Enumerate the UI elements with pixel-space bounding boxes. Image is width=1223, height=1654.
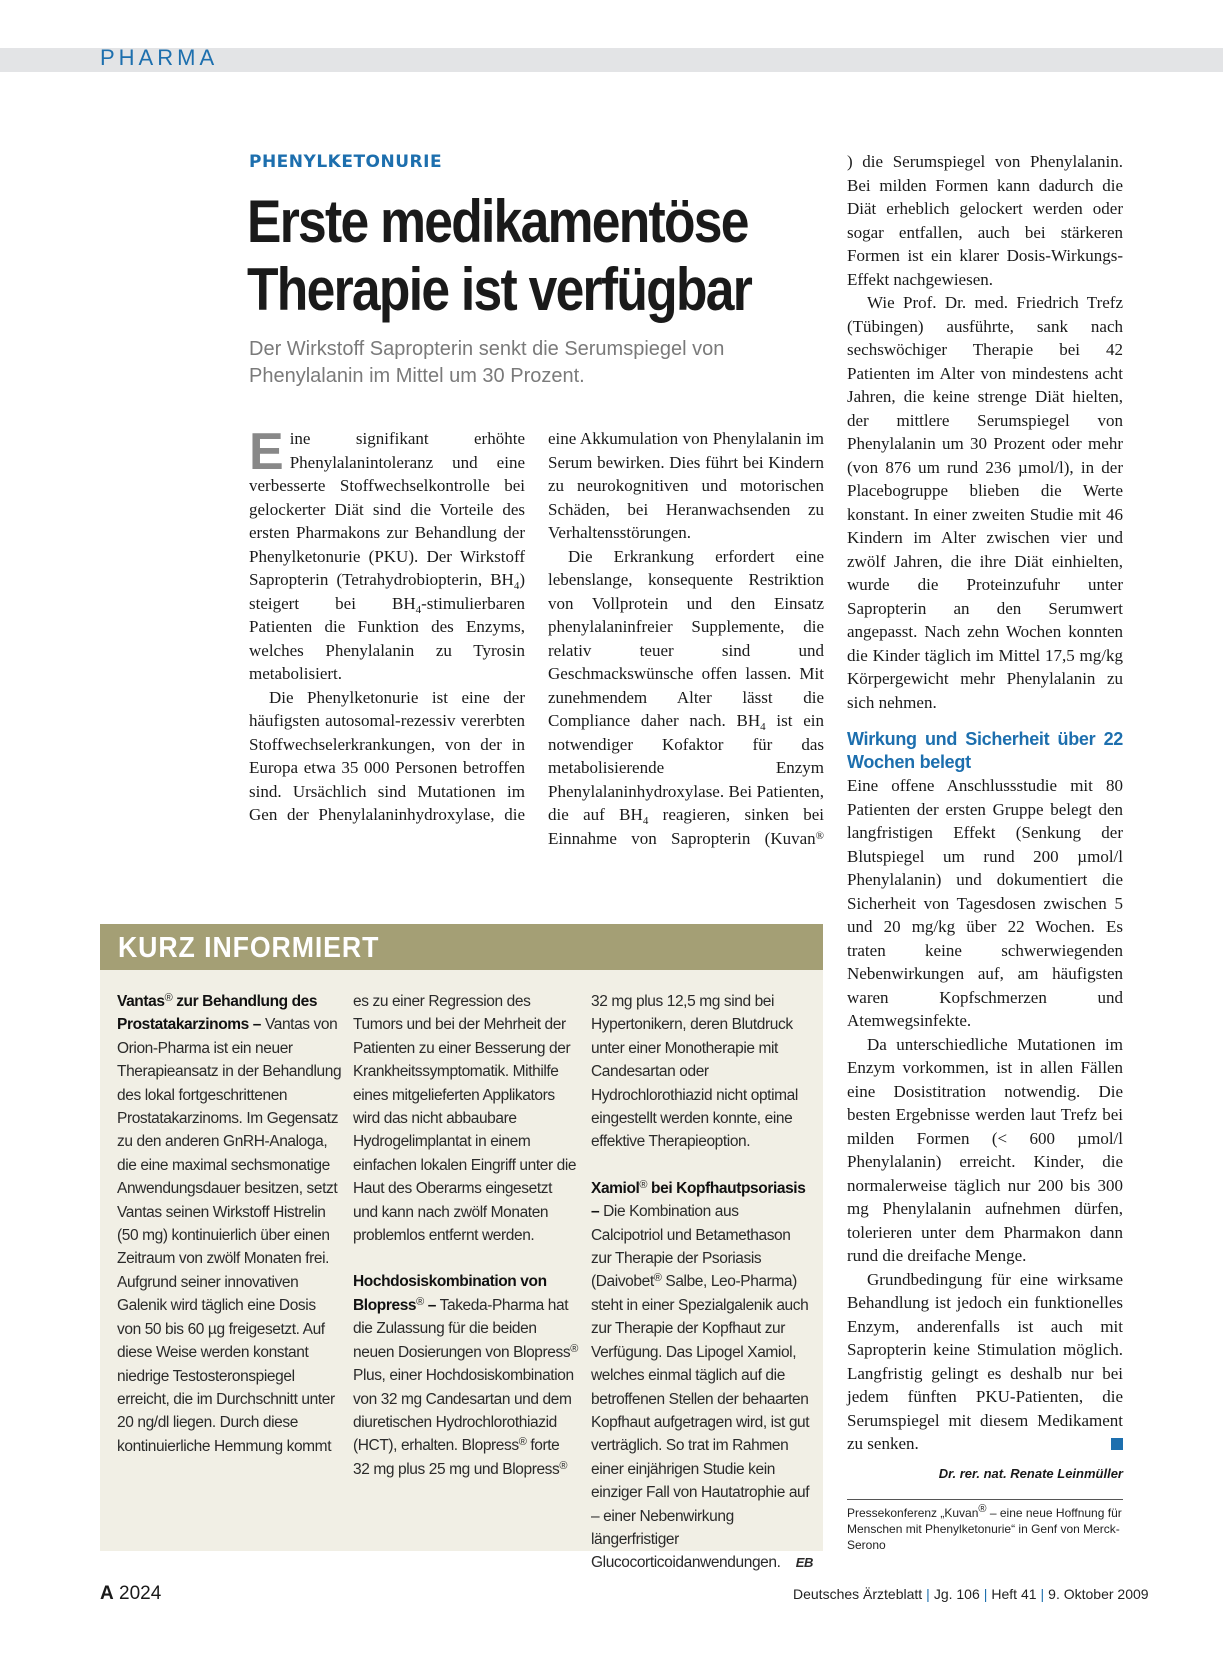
paragraph-2-continued: eine Akkumulation von Phenylalanin im Serum bewirken. Dies führt bei Kindern zu neurokognitiven und motorischen Schäden, bei Heranwachsenden zu Verhaltensstörungen.	[548, 429, 824, 542]
journal-info	[793, 1586, 1149, 1602]
separator: |	[1040, 1586, 1045, 1602]
news-box-title: KURZ INFORMIERT	[118, 932, 380, 964]
page-number-value: 2024	[119, 1583, 162, 1604]
text: – eine neue Hoffnung für Menschen mit Phenylketonurie“ in Genf von Merck-Serono	[847, 1506, 1122, 1552]
news-item-heading: bei Kopfhautpsoriasis –	[591, 1179, 806, 1221]
journal-name: Deutsches Ärzteblatt	[793, 1586, 923, 1602]
paragraph-5: Eine offene Anschlussstudie mit 80 Patienten der ersten Gruppe belegt den langfristigen Effekt (Senkung der Blutspiegel um rund 200 µmol/l Phenylalanin) und dokumentiert die Sicherheit von Tagesdosen zwischen 5 und 20 mg/kg über 22 Wochen. Es traten keine schwerwiegenden Nebenwirkungen auf, am häufigsten waren Kopfschmerzen und Atemwegsinfekte.	[847, 776, 1123, 1030]
article-column-1	[249, 423, 525, 827]
news-column-1	[117, 990, 342, 1458]
page-prefix: A	[100, 1583, 114, 1604]
text: ist ein notwendiger Kofaktor für das metabolisierende Enzym Phenylalaninhydroxylase. Bei Patienten, die auf BH	[548, 711, 824, 824]
title-line-2: Therapie ist verfügbar	[247, 256, 752, 323]
news-item-blopress-continued: 32 mg plus 12,5 mg sind bei Hypertonikern, deren Blutdruck unter einer Monotherapie mit Candesartan oder Hydrochlorothiazid nicht optimal eingestellt werden konnte, eine effektive Therapieoption.	[591, 993, 798, 1151]
section-label: PHARMA	[100, 45, 219, 70]
text: Pressekonferenz „Kuvan	[847, 1506, 979, 1520]
article-column-2	[548, 427, 824, 850]
paragraph-3-continued: ) die Serumspiegel von Phenylalanin. Bei milden Formen kann dadurch die Diät erheblich gelockert werden oder sogar entfallen, auch bei stärkeren Formen ist ein klarer Dosis-Wirkungs-Effekt nachgewiesen.	[847, 152, 1123, 289]
text: Vantas von Orion-Pharma ist ein neuer Therapieansatz in der Behandlung des lokal fortgeschrittenen Prostatakarzinoms. Im Gegensatz zu den anderen GnRH-Analoga, die eine maximal sechsmonatige Anwendungsdauer besitzen, setzt Vantas seinen Wirkstoff Histrelin (50 mg) kontinuierlich über einen Zeitraum von zwölf Monaten frei. Aufgrund seiner innovativen Galenik wird täglich eine Dosis von 50 bis 60 µg freigesetzt. Auf diese Weise werden konstant niedrige Testosteronspiegel erreicht, die im Durchschnitt unter 20 ng/dl liegen. Durch diese kontinuierliche Hemmung kommt	[117, 1016, 342, 1455]
page-number	[100, 1583, 161, 1605]
subscript: 4	[415, 603, 422, 616]
registered-mark: ®	[559, 1459, 568, 1472]
news-item-xamiol	[591, 1177, 813, 1575]
news-signature: EB	[795, 1555, 813, 1571]
news-column-2	[353, 990, 578, 1481]
news-item-blopress	[353, 1270, 578, 1481]
separator: |	[926, 1586, 930, 1602]
footnote-divider	[847, 1499, 1123, 1500]
text: ine signifikant erhöhte Phenylalanintoleranz und eine verbesserte Stoffwechselkontrolle bei gelockerter Diät sind die Vorteile des ersten Pharmakons zur Behandlung der Phenylketonurie (PKU). Der Wirkstoff Sapropterin (Tetrahydrobiopterin, BH	[249, 429, 525, 589]
text: Die Erkrankung erfordert eine lebenslange, konsequente Restriktion von Vollprotein und den Einsatz phenylalaninfreier Supplemente, die relativ teuer sind und Geschmackswünsche offen lassen. Mit zunehmendem Alter lässt die Compliance daher nach. BH	[548, 546, 824, 730]
registered-mark: ®	[518, 1436, 527, 1449]
article-subtitle: Der Wirkstoff Sapropterin senkt die Serumspiegel von Phenylalanin im Mittel um 30 Prozent.	[249, 338, 725, 387]
dropcap: E	[249, 423, 284, 481]
news-item-heading: Hochdosiskombination von Blopress	[353, 1273, 547, 1314]
news-column-3	[591, 990, 813, 1575]
article-title	[247, 188, 752, 324]
text: reagieren, sinken bei Einnahme von Sapropterin (Kuvan	[548, 805, 825, 848]
paragraph-1	[249, 423, 525, 686]
subscript: 4	[642, 815, 649, 827]
article-column-3	[847, 150, 1123, 1485]
footnote	[847, 1505, 1123, 1553]
registered-mark: ®	[639, 1178, 648, 1191]
text: Grundbedingung für eine wirksame Behandlung ist jedoch ein funktionelles Enzym, anderenfalls ist auch mit Sapropterin keine Stimulation möglich. Langfristig gelingt es deshalb nur bei jedem fünften PKU-Patienten, die Serumspiegel mit diesem Medikament zu senken.	[847, 1269, 1123, 1453]
news-item-vantas	[117, 990, 342, 1458]
text: Salbe, Leo-Pharma) steht in einer Spezialgalenik auch zur Therapie der Kopfhaut zur Verfügung. Das Lipogel Xamiol, welches einmal täglich auf die betroffenen Stellen der behaarten Kopfhaut aufgetragen wird, ist gut verträglich. So trat im Rahmen einer einjährigen Studie kein einziger Fall von Hautatrophie auf – einer Nebenwirkung längerfristiger Glucocorticoidanwendungen.	[591, 1273, 810, 1572]
spacer	[591, 1154, 813, 1177]
paragraph-4: Wie Prof. Dr. med. Friedrich Trefz (Tübingen) ausführte, sank nach sechswöchiger Therapie bei 42 Patienten im Alter von mindestens acht Jahren, die keine strenge Diät hielten, der mittlere Serumspiegel von Phenylalanin um 30 Prozent oder mehr (von 876 um rund 236 µmol/l), in der Placebogruppe blieben die Werte konstant. In einer zweiten Studie mit 46 Kindern im Alter zwischen vier und zwölf Jahren, die ihre Diät einhielten, wurde die Proteinzufuhr unter Sapropterin an den Serumwert angepasst. Nach zehn Wochen konnten die Kinder täglich im Mittel 17,5 mg/kg Körpergewicht mehr Phenylalanin zu sich nehmen.	[847, 293, 1123, 712]
registered-mark: ®	[164, 992, 173, 1004]
author: Dr. rer. nat. Renate Leinmüller	[938, 1465, 1123, 1481]
registered-mark: ®	[653, 1272, 662, 1285]
journal-issue: Heft 41	[991, 1586, 1037, 1602]
text: -stimulierbaren Patienten die Funktion des Enzyms, welches Phenylalanin zu Tyrosin metabolisiert.	[249, 593, 525, 683]
paragraph-3	[548, 545, 824, 851]
journal-date: 9. Oktober 2009	[1048, 1586, 1149, 1602]
article-kicker: PHENYLKETONURIE	[249, 152, 443, 172]
news-item-heading: Xamiol	[591, 1179, 640, 1197]
registered-mark: ®	[570, 1342, 578, 1355]
paragraph-2: Die Phenylketonurie ist eine der häufigsten autosomal-rezessiv vererbten Stoffwechselerkrankungen, von der in Europa etwa 35 000 Personen betroffen sind. Ursächlich sind Mutationen im Gen der Phenylalaninhydroxylase, die	[249, 687, 525, 824]
news-item-vantas-continued: es zu einer Regression des Tumors und bei der Mehrheit der Patienten zu einer Besserung der Krankheitssymptomatik. Mithilfe eines mitgelieferten Applikators wird das nicht abbaubare Hydrogelimplantat in einem einfachen lokalen Eingriff unter die Haut des Oberarms eingesetzt und kann nach zwölf Monaten problemlos entfernt werden.	[353, 993, 577, 1245]
spacer	[353, 1247, 578, 1270]
subscript: 4	[513, 580, 520, 592]
text: Die Kombination aus Calcipotriol und Betamethason zur Therapie der Psoriasis (Daivobet	[591, 1203, 791, 1291]
text: Takeda-Pharma hat die Zulassung für die beiden neuen Dosierungen von Blopress	[353, 1296, 571, 1361]
registered-mark: ®	[416, 1295, 424, 1308]
news-item-heading: –	[423, 1296, 436, 1314]
paragraph-6: Da unterschiedliche Mutationen im Enzym vorkommen, ist in allen Fällen eine Dosistitration notwendig. Die besten Ergebnisse werden laut Trefz bei milden Formen (< 600 µmol/l Phenylalanin) erreicht. Kinder, die normalerweise täglich nur 200 bis 300 mg Phenylalanin aufnehmen dürfen, tolerieren unter dem Pharmakon dann rund die dreifache Menge.	[847, 1034, 1123, 1265]
journal-volume: Jg. 106	[933, 1586, 980, 1602]
title-line-1: Erste medikamentöse	[247, 188, 748, 255]
news-item-heading: Vantas	[117, 993, 165, 1010]
text: ) steigert bei BH	[249, 570, 525, 613]
separator: |	[983, 1586, 988, 1602]
article-subheading: Wirkung und Sicherheit über 22 Wochen belegt	[847, 729, 1123, 772]
end-mark-icon	[1111, 1438, 1123, 1450]
text: forte 32 mg plus 25 mg und Blopress	[353, 1437, 560, 1478]
subscript: 4	[760, 721, 766, 733]
registered-mark: ®	[815, 829, 824, 842]
registered-mark: ®	[978, 1503, 987, 1515]
news-item-heading: zur Behandlung des Prostatakarzinoms –	[117, 993, 318, 1034]
paragraph-7	[847, 1268, 1123, 1456]
text: Plus, einer Hochdosiskombination von 32 mg Candesartan und dem diuretischen Hydrochlorothiazid (HCT), erhalten. Blopress	[353, 1367, 574, 1455]
